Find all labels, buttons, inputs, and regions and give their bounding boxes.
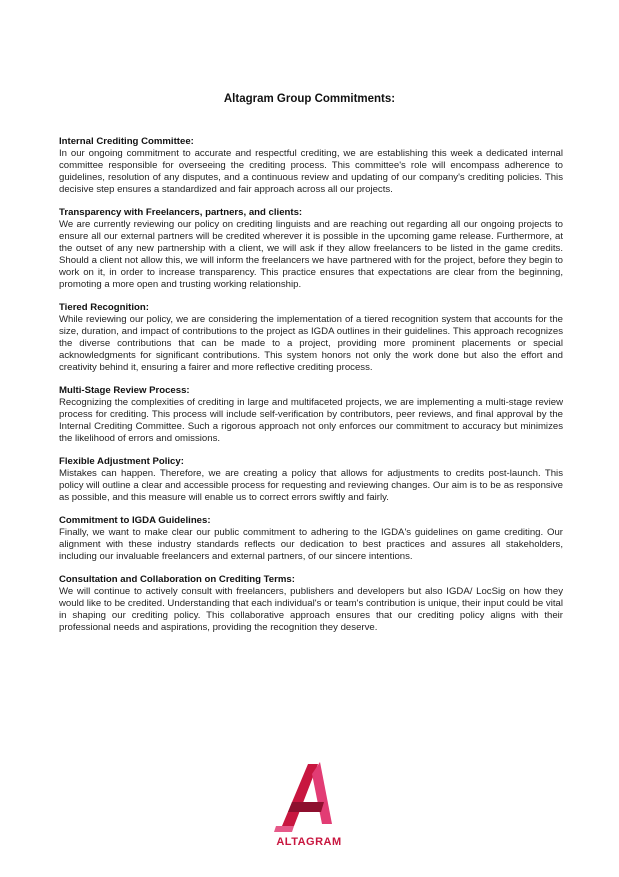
section-igda-guidelines bbox=[59, 515, 563, 563]
section-consultation bbox=[59, 574, 563, 634]
section-transparency bbox=[59, 207, 563, 291]
logo-foot bbox=[274, 826, 294, 832]
document-body bbox=[59, 136, 563, 645]
logo-wordmark: ALTAGRAM bbox=[276, 836, 342, 848]
section-heading: Multi-Stage Review Process: bbox=[59, 385, 190, 396]
section-text: We will continue to actively consult with freelancers, publishers and developers but also IGDA/ LocSig on how they would like to be credited. Understanding that each individual's or team's contribution is unique, their input could be vital in shaping our crediting policy. This collaborative approach ensures that our crediting policy aligns with their professional needs and aspirations, providing the recognition they deserve. bbox=[59, 586, 563, 633]
section-text: Finally, we want to make clear our public commitment to adhering to the IGDA's guidelines on game crediting. Our alignment with these industry standards reflects our dedication to best practices and assures all stakeholders, including our invaluable freelancers and external partners, of our sincere intentions. bbox=[59, 527, 563, 562]
logo-crossbar bbox=[288, 802, 324, 812]
section-flexible-adjustment bbox=[59, 456, 563, 504]
section-internal-crediting-committee bbox=[59, 136, 563, 196]
section-heading: Commitment to IGDA Guidelines: bbox=[59, 515, 211, 526]
logo-right-stroke bbox=[312, 762, 332, 824]
section-text: In our ongoing commitment to accurate and respectful crediting, we are establishing this week a dedicated internal committee responsible for overseeing the crediting process. This committee's role will encompass adherence to guidelines, resolution of any disputes, and a continuous review and updating of our company's crediting policies. This decisive step ensures a standardized and fair approach across all our projects. bbox=[59, 148, 563, 195]
section-heading: Internal Crediting Committee: bbox=[59, 136, 194, 147]
section-text: Recognizing the complexities of crediting in large and multifaceted projects, we are implementing a multi-stage review process for crediting. This process will include self-verification by contributors, peer reviews, and final approval by the Internal Crediting Committee. Such a rigorous approach not only enforces our commitment to accuracy but minimizes the likelihood of errors and omissions. bbox=[59, 397, 563, 444]
section-multi-stage-review bbox=[59, 385, 563, 445]
page-title: Altagram Group Commitments: bbox=[223, 93, 396, 105]
section-tiered-recognition bbox=[59, 302, 563, 374]
section-text: While reviewing our policy, we are considering the implementation of a tiered recognition system that accounts for the size, duration, and impact of contributions to the project as IGDA outlines in their guidelines. This approach recognizes the diverse contributions that can be made to a project, providing more prominent placements or special acknowledgments for significant contributions. This system honors not only the work done but also the effort and creativity behind it, ensuring a fairer and more reflective crediting process. bbox=[59, 314, 563, 373]
altagram-a-icon bbox=[272, 758, 346, 832]
section-heading: Transparency with Freelancers, partners, and clients: bbox=[59, 207, 303, 218]
section-text: Mistakes can happen. Therefore, we are creating a policy that allows for adjustments to credits post-launch. This policy will outline a clear and accessible process for requesting and reviewing changes. Our aim is to be as responsive as possible, and this measure will enable us to correct errors swiftly and fairly. bbox=[59, 468, 563, 503]
section-heading: Consultation and Collaboration on Crediting Terms: bbox=[59, 574, 295, 585]
section-heading: Tiered Recognition: bbox=[59, 302, 149, 313]
section-text: We are currently reviewing our policy on crediting linguists and are reaching out regarding all our ongoing projects to ensure all our external partners will be credited wherever it is possible in the upcoming game release. Furthermore, at the outset of any new partnership with a client, we will ask if they allow freelancers to be listed in the game credits. Should a client not allow this, we will inform the freelancers we have partnered with for the project, before they begin to work on it, in order to increase transparency. This practice ensures that expectations are clear from the beginning, promoting a more open and trusting working relationship. bbox=[59, 219, 563, 290]
altagram-logo bbox=[272, 758, 346, 848]
section-heading: Flexible Adjustment Policy: bbox=[59, 456, 184, 467]
